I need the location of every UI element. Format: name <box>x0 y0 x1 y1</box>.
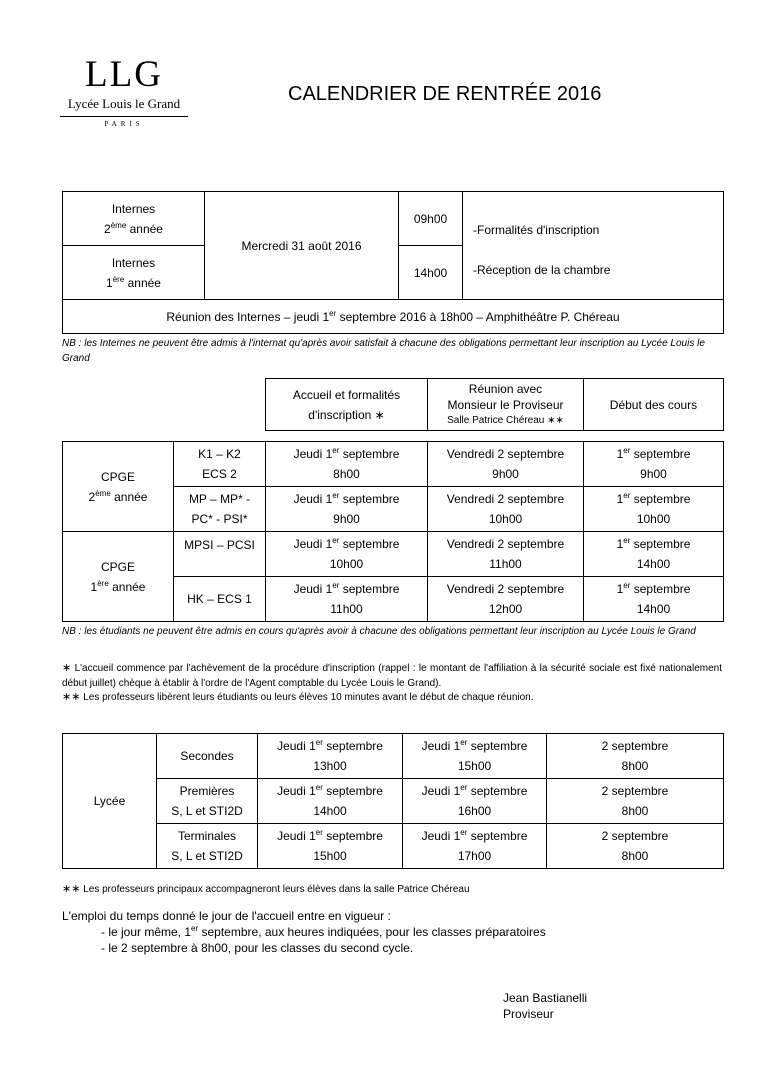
accueil-cell: Jeudi 1er septembre 8h00 <box>266 442 428 487</box>
debut-cell: 2 septembre 8h00 <box>547 779 724 824</box>
signature-name: Jean Bastianelli <box>503 991 588 1005</box>
internes-task-2: -Réception de la chambre <box>473 262 611 277</box>
table-row <box>63 442 724 487</box>
header-accueil: Accueil et formalités d'inscription ∗ <box>266 379 428 431</box>
debut-cell: 1er septembre 9h00 <box>584 442 724 487</box>
debut-cell: 1er septembre 14h00 <box>584 577 724 622</box>
emploi-item-2: - le 2 septembre à 8h00, pour les classes du second cycle. <box>101 941 414 955</box>
class-cell: MPSI – PCSI <box>174 532 266 577</box>
lycee-group-cell: Lycée <box>63 734 157 869</box>
page-title: CALENDRIER DE RENTRÉE 2016 <box>288 83 602 105</box>
reunion-cell: Jeudi 1er septembre 17h00 <box>403 824 547 869</box>
accueil-cell: Jeudi 1er septembre 15h00 <box>258 824 403 869</box>
reunion-cell: Jeudi 1er septembre 15h00 <box>403 734 547 779</box>
internes-2e-annee-cell: Internes 2ème année <box>63 192 205 246</box>
cpge-2e-annee-cell: CPGE 2ème année <box>63 442 174 532</box>
class-cell: Terminales S, L et STI2D <box>157 824 258 869</box>
cpge-1re-annee-cell: CPGE 1ère année <box>63 532 174 622</box>
internes-tasks-cell <box>463 192 724 300</box>
signature-role: Proviseur <box>503 1007 554 1021</box>
lycee-table <box>62 733 724 869</box>
debut-cell: 1er septembre 14h00 <box>584 532 724 577</box>
accueil-cell: Jeudi 1er septembre 11h00 <box>266 577 428 622</box>
class-cell: MP – MP* - PC* - PSI* <box>174 487 266 532</box>
note-cpge: NB : les étudiants ne peuvent être admis en cours qu'après avoir à chacune des obligations permettant leur inscription au Lycée Louis le Grand <box>62 626 696 637</box>
internes-date-cell: Mercredi 31 août 2016 <box>205 192 399 300</box>
class-cell: HK – ECS 1 <box>174 577 266 622</box>
reunion-cell: Jeudi 1er septembre 16h00 <box>403 779 547 824</box>
table-row <box>63 532 724 577</box>
emploi-intro: L'emploi du temps donné le jour de l'accueil entre en vigueur : <box>62 909 391 923</box>
header-debut: Début des cours <box>584 379 724 431</box>
accueil-cell: Jeudi 1er septembre 10h00 <box>266 532 428 577</box>
reunion-cell: Vendredi 2 septembre 11h00 <box>428 532 584 577</box>
accueil-cell: Jeudi 1er septembre 14h00 <box>258 779 403 824</box>
class-cell: Premières S, L et STI2D <box>157 779 258 824</box>
note-internes: NB : les Internes ne peuvent être admis à l'internat qu'après avoir satisfait à chacune des obligations permettant leur inscription au Lycée Louis le Grand <box>62 338 705 364</box>
debut-cell: 2 septembre 8h00 <box>547 734 724 779</box>
internes-table <box>62 191 724 334</box>
cpge-table <box>62 441 724 622</box>
class-cell: Secondes <box>157 734 258 779</box>
table-row <box>63 734 724 779</box>
table-row <box>63 779 724 824</box>
cpge-header-table <box>265 378 724 431</box>
logo-school-name: Lycée Louis le Grand <box>67 96 181 111</box>
internes-time-2: 14h00 <box>399 246 463 300</box>
emploi-item-1: - le jour même, 1er septembre, aux heures indiquées, pour les classes préparatoires <box>101 924 546 939</box>
reunion-cell: Vendredi 2 septembre 9h00 <box>428 442 584 487</box>
logo-divider <box>60 116 188 117</box>
header-reunion: Réunion avec Monsieur le Proviseur Salle Patrice Chéreau ∗∗ <box>428 379 584 431</box>
logo-city: PARIS <box>104 120 144 128</box>
reunion-cell: Vendredi 2 septembre 10h00 <box>428 487 584 532</box>
note-star-2: ∗∗ Les professeurs libèrent leurs étudiants ou leurs élèves 10 minutes avant le début de chaque réunion. <box>62 691 534 703</box>
accueil-cell: Jeudi 1er septembre 13h00 <box>258 734 403 779</box>
internes-1re-annee-cell: Internes 1ère année <box>63 246 205 300</box>
logo-mark: LLG <box>85 54 163 95</box>
debut-cell: 2 septembre 8h00 <box>547 824 724 869</box>
note-star-1: ∗ L'accueil commence par l'achèvement de la procédure d'inscription (rappel : le montant de l'affiliation à la sécurité sociale est fixé nationalement début juillet) chèque à établir à l'ordre de l'Agent comptable du Lycée Louis le Grand). <box>62 662 722 689</box>
internes-task-1: -Formalités d'inscription <box>473 222 600 237</box>
accueil-cell: Jeudi 1er septembre 9h00 <box>266 487 428 532</box>
class-cell: K1 – K2 ECS 2 <box>174 442 266 487</box>
internes-time-1: 09h00 <box>399 192 463 246</box>
internes-meeting-cell: Réunion des Internes – jeudi 1er septembre 2016 à 18h00 – Amphithéâtre P. Chéreau <box>63 300 724 334</box>
note-lycee: ∗∗ Les professeurs principaux accompagneront leurs élèves dans la salle Patrice Chéreau <box>62 883 470 895</box>
debut-cell: 1er septembre 10h00 <box>584 487 724 532</box>
reunion-cell: Vendredi 2 septembre 12h00 <box>428 577 584 622</box>
table-row <box>63 824 724 869</box>
